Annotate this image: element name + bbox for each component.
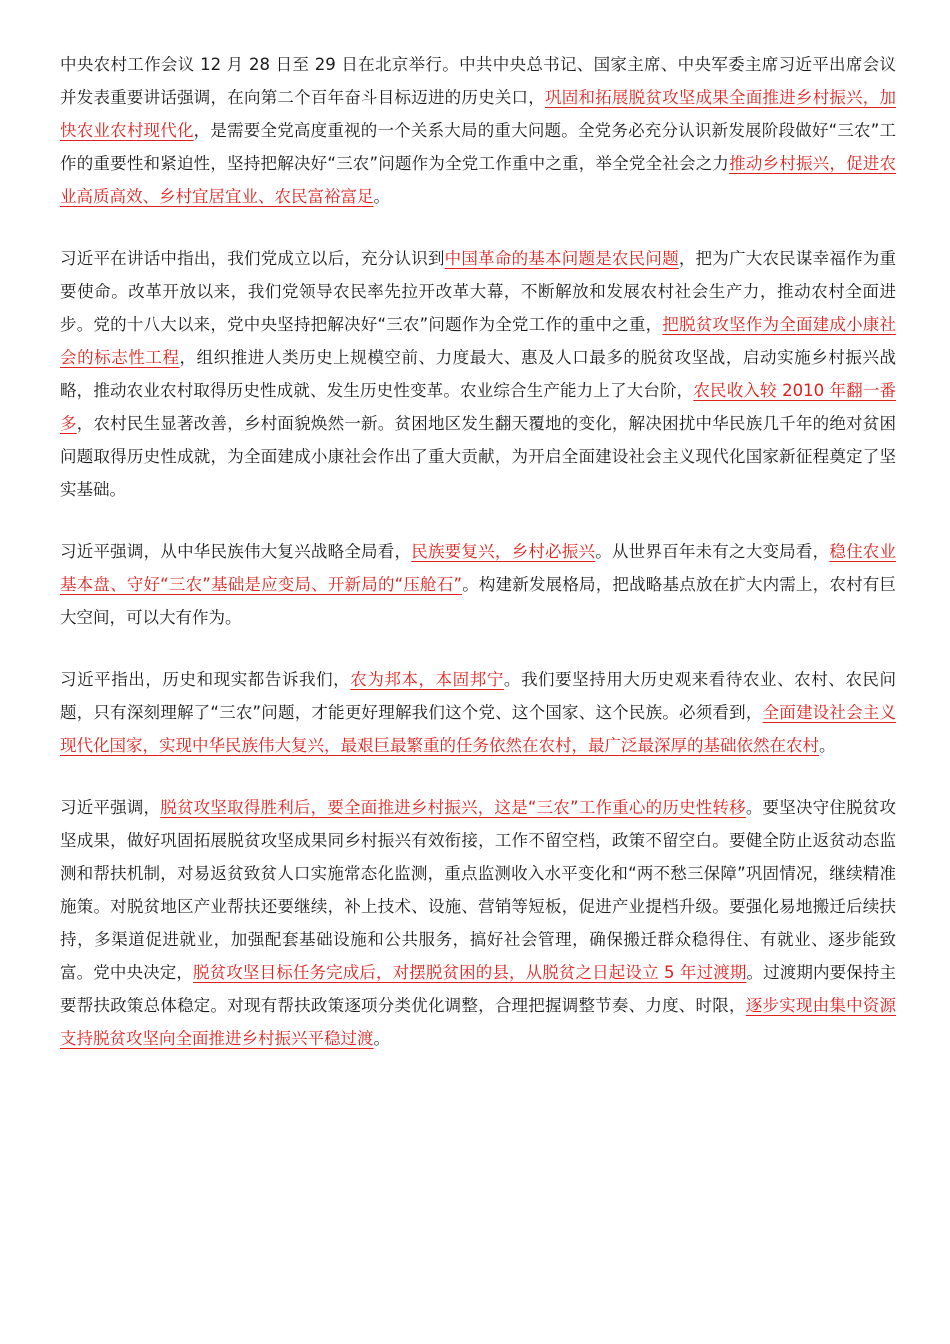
paragraph-1 [60, 48, 896, 213]
text-run: 习近平强调，从中华民族伟大复兴战略全局看， [60, 542, 412, 561]
text-run: 习近平强调， [60, 798, 161, 817]
paragraph-3 [60, 535, 896, 634]
text-run: ，农村民生显著改善，乡村面貌焕然一新。贫困地区发生翻天覆地的变化，解决困扰中华民族几千年的绝对贫困问题取得历史性成就，为全面建成小康社会作出了重大贡献，为开启全面建设社会主义现代化国家新征程奠定了坚实基础。 [60, 414, 897, 499]
text-run: 。要坚决守住脱贫攻坚成果，做好巩固拓展脱贫攻坚成果同乡村振兴有效衔接，工作不留空档，政策不留空白。要健全防止返贫动态监测和帮扶机制，对易返贫致贫人口实施常态化监测，重点监测收入水平变化和“两不愁三保障”巩固情况，继续精准施策。对脱贫地区产业帮扶还要继续，补上技术、设施、营销等短板，促进产业提档升级。要强化易地搬迁后续扶持，多渠道促进就业，加强配套基础设施和公共服务，搞好社会管理，确保搬迁群众稳得住、有就业、逐步能致富。党中央决定， [60, 798, 896, 982]
highlighted-phrase: 把脱贫攻坚作为全面建成小康社会的标志性工程 [60, 315, 896, 367]
text-run: 。 [819, 736, 836, 755]
highlighted-phrase: 农民收入较 2010 年翻一番多 [60, 381, 897, 433]
paragraph-4 [60, 663, 896, 762]
highlighted-phrase: 民族要复兴，乡村必振兴 [411, 542, 596, 561]
text-run: 。 [373, 187, 390, 206]
text-run: 。构建新发展格局，把战略基点放在扩大内需上，农村有巨大空间，可以大有作为。 [60, 575, 896, 627]
highlighted-phrase: 中国革命的基本问题是农民问题 [444, 249, 679, 268]
highlighted-phrase: 农为邦本，本固邦宁 [350, 670, 504, 689]
text-run: 中央农村工作会议 12 月 28 日至 29 日在北京举行。中共中央总书记、国家主席、中央军委主席习近平出席会议并发表重要讲话强调，在向第二个百年奋斗目标迈进的历史关口， [60, 55, 896, 107]
highlighted-phrase: 逐步实现由集中资源支持脱贫攻坚向全面推进乡村振兴平稳过渡 [60, 996, 897, 1048]
text-run: 。 [373, 1029, 390, 1048]
paragraph-5 [60, 791, 896, 1055]
highlighted-phrase: 脱贫攻坚目标任务完成后，对摆脱贫困的县，从脱贫之日起设立 5 年过渡期 [193, 963, 747, 982]
text-run: ，是需要全党高度重视的一个关系大局的重大问题。全党务必充分认识新发展阶段做好“三农”工作的重要性和紧迫性，坚持把解决好“三农”问题作为全党工作重中之重，举全党全社会之力 [60, 121, 896, 173]
highlighted-phrase: 推动乡村振兴，促进农业高质高效、乡村宜居宜业、农民富裕富足 [60, 154, 896, 206]
text-run: ，把为广大农民谋幸福作为重要使命。改革开放以来，我们党领导农民率先拉开改革大幕，不断解放和发展农村社会生产力，推动农村全面进步。党的十八大以来，党中央坚持把解决好“三农”问题作为全党工作的重中之重， [60, 249, 897, 334]
text-run: 习近平指出，历史和现实都告诉我们， [60, 670, 351, 689]
highlighted-phrase: 全面建设社会主义现代化国家，实现中华民族伟大复兴，最艰巨最繁重的任务依然在农村，最广泛最深厚的基础依然在农村 [60, 703, 897, 755]
text-run: ，组织推进人类历史上规模空前、力度最大、惠及人口最多的脱贫攻坚战，启动实施乡村振兴战略，推动农业农村取得历史性成就、发生历史性变革。农业综合生产能力上了大台阶， [60, 348, 897, 400]
highlighted-phrase: 巩固和拓展脱贫攻坚成果全面推进乡村振兴，加快农业农村现代化 [60, 88, 897, 140]
highlighted-phrase: 脱贫攻坚取得胜利后，要全面推进乡村振兴，这是“三农”工作重心的历史性转移 [160, 798, 746, 817]
paragraph-2 [60, 242, 896, 506]
highlighted-phrase: 稳住农业基本盘、守好“三农”基础是应变局、开新局的“压舱石” [60, 542, 897, 594]
text-run: 。我们要坚持用大历史观来看待农业、农村、农民问题，只有深刻理解了“三农”问题，才能更好理解我们这个党、这个国家、这个民族。必须看到， [60, 670, 897, 722]
text-run: 。过渡期内要保持主要帮扶政策总体稳定。对现有帮扶政策逐项分类优化调整，合理把握调整节奏、力度、时限， [60, 963, 897, 1015]
document-body [60, 48, 896, 1084]
text-run: 。从世界百年未有之大变局看， [595, 542, 830, 561]
text-run: 习近平在讲话中指出，我们党成立以后，充分认识到 [60, 249, 445, 268]
